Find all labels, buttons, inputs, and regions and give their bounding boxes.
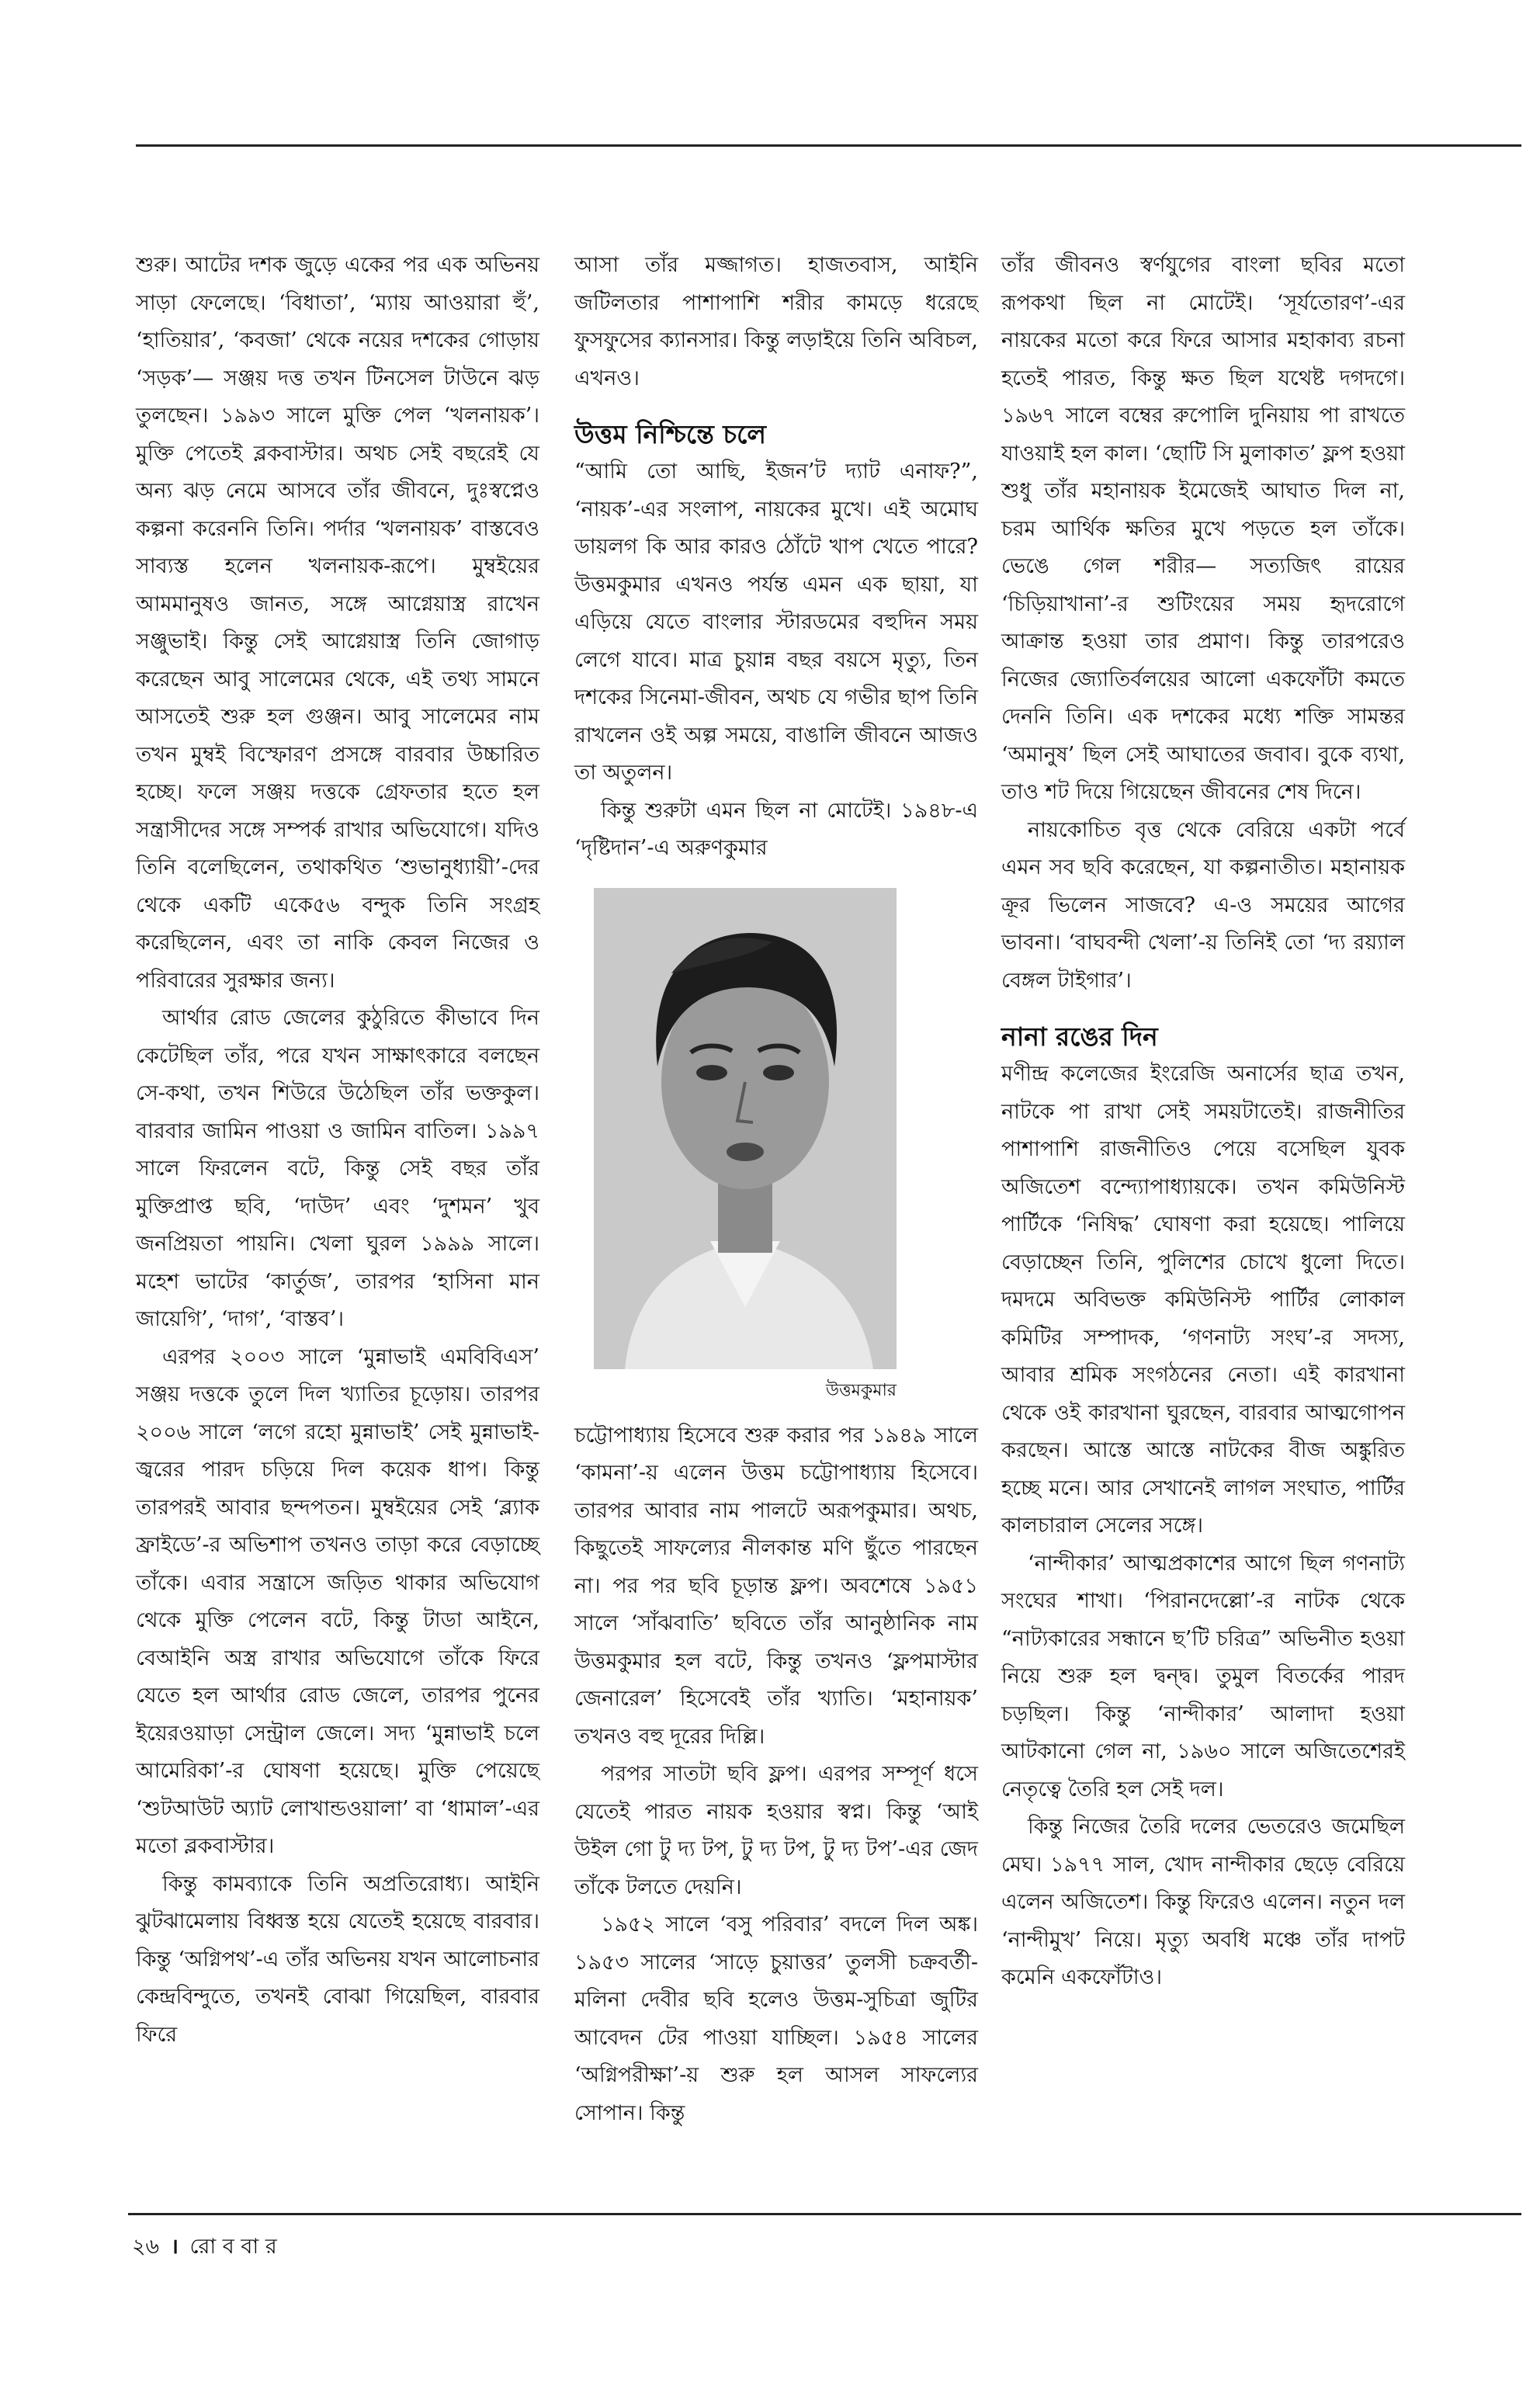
paragraph: এরপর ২০০৩ সালে ‘মুন্নাভাই এমবিবিএস’ সঞ্জয় দত্তকে তুলে দিল খ্যাতির চূড়োয়। তারপর ২০০৬ সালে ‘লগে রহো মুন্নাভাই’ সেই মুন্নাভাই-জ্বরের পারদ চড়িয়ে দিল কয়েক ধাপ। কিন্তু তারপরই আবার ছন্দপতন। মুম্বইয়ের সেই ‘ব্ল্যাক ফ্রাইডে’-র অভিশাপ তখনও তাড়া করে বেড়াচ্ছে তাঁকে। এবার সন্ত্রাসে জড়িত থাকার অভিযোগ থেকে মুক্তি পেলেন বটে, কিন্তু টাডা আইনে, বেআইনি অস্ত্র রাখার অভিযোগে তাঁকে ফিরে যেতে হল আর্থার রোড জেলে, তারপর পুনের ইয়েরওয়াড়া সেন্ট্রাল জেলে। সদ্য ‘মুন্নাভাই চলে আমেরিকা’-র ঘোষণা হয়েছে। মুক্তি পেয়েছে ‘শুটআউট অ্যাট লোখান্ডওয়ালা’ বা ‘ধামাল’-এর মতো ব্লকবাস্টার। [136,1344,539,1858]
paragraph: কিন্তু শুরুটা এমন ছিল না মোটেই। ১৯৪৮-এ ‘দৃষ্টিদান’-এ অরুণকুমার [574,798,978,860]
paragraph: আসা তাঁর মজ্জাগত। হাজতবাস, আইনি জটিলতার পাশাপাশি শরীর কামড়ে ধরেছে ফুসফুসের ক্যানসার। কিন্তু লড়াইয়ে তিনি অবিচল, এখনও। [574,253,978,390]
photo-caption: উত্তমকুমার [825,1380,897,1400]
paragraph: পরপর সাতটা ছবি ফ্লপ। এরপর সম্পূর্ণ ধসে যেতেই পারত নায়ক হওয়ার স্বপ্ন। কিন্তু ‘আই উইল গো টু দ্য টপ, টু দ্য টপ, টু দ্য টপ’-এর জেদ তাঁকে টলতে দেয়নি। [574,1762,978,1899]
header-rule [136,144,1521,147]
paragraph: তাঁর জীবনও স্বর্ণযুগের বাংলা ছবির মতো রূপকথা ছিল না মোটেই। ‘সূর্যতোরণ’-এর নায়কের মতো করে ফিরে আসার মহাকাব্য রচনা হতেই পারত, কিন্তু ক্ষত ছিল যথেষ্ট দগদগে। ১৯৬৭ সালে বম্বের রুপোলি দুনিয়ায় পা রাখতে যাওয়াই হল কাল। ‘ছোটি সি মুলাকাত’ ফ্লপ হওয়া শুধু তাঁর মহানায়ক ইমেজেই আঘাত দিল না, চরম আর্থিক ক্ষতির মুখে পড়তে হল তাঁকে। ভেঙে গেল শরীর— সত্যজিৎ রায়ের ‘চিড়িয়াখানা’-র শুটিংয়ের সময় হৃদরোগে আক্রান্ত হওয়া তার প্রমাণ। কিন্তু তারপরেও নিজের জ্যোতির্বলয়ের আলো একফোঁটা কমতে দেননি তিনি। এক দশকের মধ্যে শক্তি সামন্তর ‘অমানুষ’ ছিল সেই আঘাতের জবাব। বুকে ব্যথা, তাও শট দিয়ে গিয়েছেন জীবনের শেষ দিনে। [1001,253,1405,804]
paragraph: কিন্তু নিজের তৈরি দলের ভেতরেও জমেছিল মেঘ। ১৯৭৭ সাল, খোদ নান্দীকার ছেড়ে বেরিয়ে এলেন অজিতেশ। কিন্তু ফিরেও এলেন। নতুন দল ‘নান্দীমুখ’ নিয়ে। মৃত্যু অবধি মঞ্চে তাঁর দাপট কমেনি একফোঁটাও। [1001,1815,1405,1989]
paragraph: ‘নান্দীকার’ আত্মপ্রকাশের আগে ছিল গণনাট্য সংঘের শাখা। ‘পিরানদেল্লো’-র নাটক থেকে “নাট্যকারের সন্ধানে ছ’টি চরিত্র” অভিনীত হওয়া নিয়ে শুরু হল দ্বন্দ্ব। তুমুল বিতর্কের পারদ চড়ছিল। কিন্তু ‘নান্দীকার’ আলাদা হওয়া আটকানো গেল না, ১৯৬০ সালে অজিতেশেরই নেতৃত্বে তৈরি হল সেই দল। [1001,1551,1405,1802]
paragraph: মণীন্দ্র কলেজের ইংরেজি অনার্সের ছাত্র তখন, নাটকে পা রাখা সেই সময়টাতেই। রাজনীতির পাশাপাশি রাজনীতিও পেয়ে বসেছিল যুবক অজিতেশ বন্দ্যোপাধ্যায়কে। তখন কমিউনিস্ট পার্টিকে ‘নিষিদ্ধ’ ঘোষণা করা হয়েছে। পালিয়ে বেড়াচ্ছেন তিনি, পুলিশের চোখে ধুলো দিতে। দমদমে অবিভক্ত কমিউনিস্ট পার্টির লোকাল কমিটির সম্পাদক, ‘গণনাট্য সংঘ’-র সদস্য, আবার শ্রমিক সংগঠনের নেতা। এই কারখানা থেকে ওই কারখানা ঘুরছেন, বারবার আত্মগোপন করছেন। আস্তে আস্তে নাটকের বীজ অঙ্কুরিত হচ্ছে মনে। আর সেখানেই লাগল সংঘাত, পার্টির কালচারাল সেলের সঙ্গে। [1001,1062,1405,1538]
footer-rule [128,2213,1521,2215]
section-name: রো ব বা র [189,2235,277,2259]
section-heading: নানা রঙের দিন [1001,1021,1158,1052]
paragraph: আর্থার রোড জেলের কুঠুরিতে কীভাবে দিন কেটেছিল তাঁর, পরে যখন সাক্ষাৎকারে বলছেন সে-কথা, তখন শিউরে উঠেছিল তাঁর ভক্তকুল। বারবার জামিন পাওয়া ও জামিন বাতিল। ১৯৯৭ সালে ফিরলেন বটে, কিন্তু সেই বছর তাঁর মুক্তিপ্রাপ্ত ছবি, ‘দাউদ’ এবং ‘দুশমন’ খুব জনপ্রিয়তা পায়নি। খেলা ঘুরল ১৯৯৯ সালে। মহেশ ভাটের ‘কার্তুজ’, তারপর ‘হাসিনা মান জায়েগি’, ‘দাগ’, ‘বাস্তব’। [136,1006,539,1331]
article-column-3 [1001,247,1405,1997]
section-heading: উত্তম নিশ্চিন্তে চলে [574,419,767,449]
paragraph: ১৯৫২ সালে ‘বসু পরিবার’ বদলে দিল অঙ্ক। ১৯৫৩ সালের ‘সাড়ে চুয়াত্তর’ তুলসী চক্রবর্তী-মলিনা দেবীর ছবি হলেও উত্তম-সুচিত্রা জুটির আবেদন টের পাওয়া যাচ্ছিল। ১৯৫৪ সালের ‘অগ্নিপরীক্ষা’-য় শুরু হল আসল সাফল্যের সোপান। কিন্তু [574,1913,978,2125]
paragraph: নায়কোচিত বৃত্ত থেকে বেরিয়ে একটা পর্বে এমন সব ছবি করেছেন, যা কল্পনাতীত। মহানায়ক ক্রূর ভিলেন সাজবে? এ-ও সময়ের আগের ভাবনা। ‘বাঘবন্দী খেলা’-য় তিনিই তো ‘দ্য রয়্যাল বেঙ্গল টাইগার’। [1001,817,1405,993]
page-number: ২৬ [132,2235,160,2259]
paragraph: কিন্তু কামব্যাকে তিনি অপ্রতিরোধ্য। আইনি ঝুটঝামেলায় বিধ্বস্ত হয়ে যেতেই হয়েছে বারবার। কিন্তু ‘অগ্নিপথ’-এ তাঁর অভিনয় যখন আলোচনার কেন্দ্রবিন্দুতে, তখনই বোঝা গিয়েছিল, বারবার ফিরে [136,1871,539,2047]
paragraph: চট্টোপাধ্যায় হিসেবে শুরু করার পর ১৯৪৯ সালে ‘কামনা’-য় এলেন উত্তম চট্টোপাধ্যায় হিসেবে। তারপর আবার নাম পালটে অরূপকুমার। অথচ, কিছুতেই সাফল্যের নীলকান্ত মণি ছুঁতে পারছেন না। পর পর ছবি চূড়ান্ত ফ্লপ। অবশেষে ১৯৫১ সালে ‘সাঁঝবাতি’ ছবিতে তাঁর আনুষ্ঠানিক নাম উত্তমকুমার হল বটে, কিন্তু তখনও ‘ফ্লপমাস্টার জেনারেল’ হিসেবেই তাঁর খ্যাতি। ‘মহানায়ক’ তখনও বহু দূরের দিল্লি। [574,1423,978,1749]
footer-separator: । [170,2235,179,2259]
paragraph: শুরু। আটের দশক জুড়ে একের পর এক অভিনয় সাড়া ফেলেছে। ‘বিধাতা’, ‘ম্যায় আওয়ারা হুঁ’, ‘হাতিয়ার’, ‘কবজা’ থেকে নয়ের দশকের গোড়ায় ‘সড়ক’— সঞ্জয় দত্ত তখন টিনসেল টাউনে ঝড় তুলছেন। ১৯৯৩ সালে মুক্তি পেল ‘খলনায়ক’। মুক্তি পেতেই ব্লকবাস্টার। অথচ সেই বছরেই যে অন্য ঝড় নেমে আসবে তাঁর জীবনে, দুঃস্বপ্নেও কল্পনা করেননি তিনি। পর্দার ‘খলনায়ক’ বাস্তবেও সাব্যস্ত হলেন খলনায়ক-রূপে। মুম্বইয়ের আমমানুষও জানত, সঙ্গে আগ্নেয়াস্ত্র রাখেন সঞ্জুভাই। কিন্তু সেই আগ্নেয়াস্ত্র তিনি জোগাড় করেছেন আবু সালেমের থেকে, এই তথ্য সামনে আসতেই শুরু হল গুঞ্জন। আবু সালেমের নাম তখন মুম্বই বিস্ফোরণ প্রসঙ্গে বারবার উচ্চারিত হচ্ছে। ফলে সঞ্জয় দত্তকে গ্রেফতার হতে হল সন্ত্রাসীদের সঙ্গে সম্পর্ক রাখার অভিযোগে। যদিও তিনি বলেছিলেন, তথাকথিত ‘শুভানুধ্যায়ী’-দের থেকে একটি একে৫৬ বন্দুক তিনি সংগ্রহ করেছিলেন, এবং তা নাকি কেবল নিজের ও পরিবারের সুরক্ষার জন্য। [136,253,539,993]
article-column-1 [136,247,539,2054]
portrait-figure [594,888,897,1406]
article-column-2 [574,247,978,2132]
portrait-illustration [594,888,897,1369]
page-footer [132,2232,277,2263]
paragraph: “আমি তো আছি, ইজন’ট দ্যাট এনাফ?”, ‘নায়ক’-এর সংলাপ, নায়কের মুখে। এই অমোঘ ডায়লগ কি আর কারও ঠোঁটে খাপ খেতে পারে? উত্তমকুমার এখনও পর্যন্ত এমন এক ছায়া, যা এড়িয়ে যেতে বাংলার স্টারডমের বহুদিন সময় লেগে যাবে। মাত্র চুয়ান্ন বছর বয়সে মৃত্যু, তিন দশকের সিনেমা-জীবন, অথচ যে গভীর ছাপ তিনি রাখলেন ওই অল্প সময়ে, বাঙালি জীবনে আজও তা অতুলন। [574,460,978,785]
portrait-photo [594,888,897,1369]
